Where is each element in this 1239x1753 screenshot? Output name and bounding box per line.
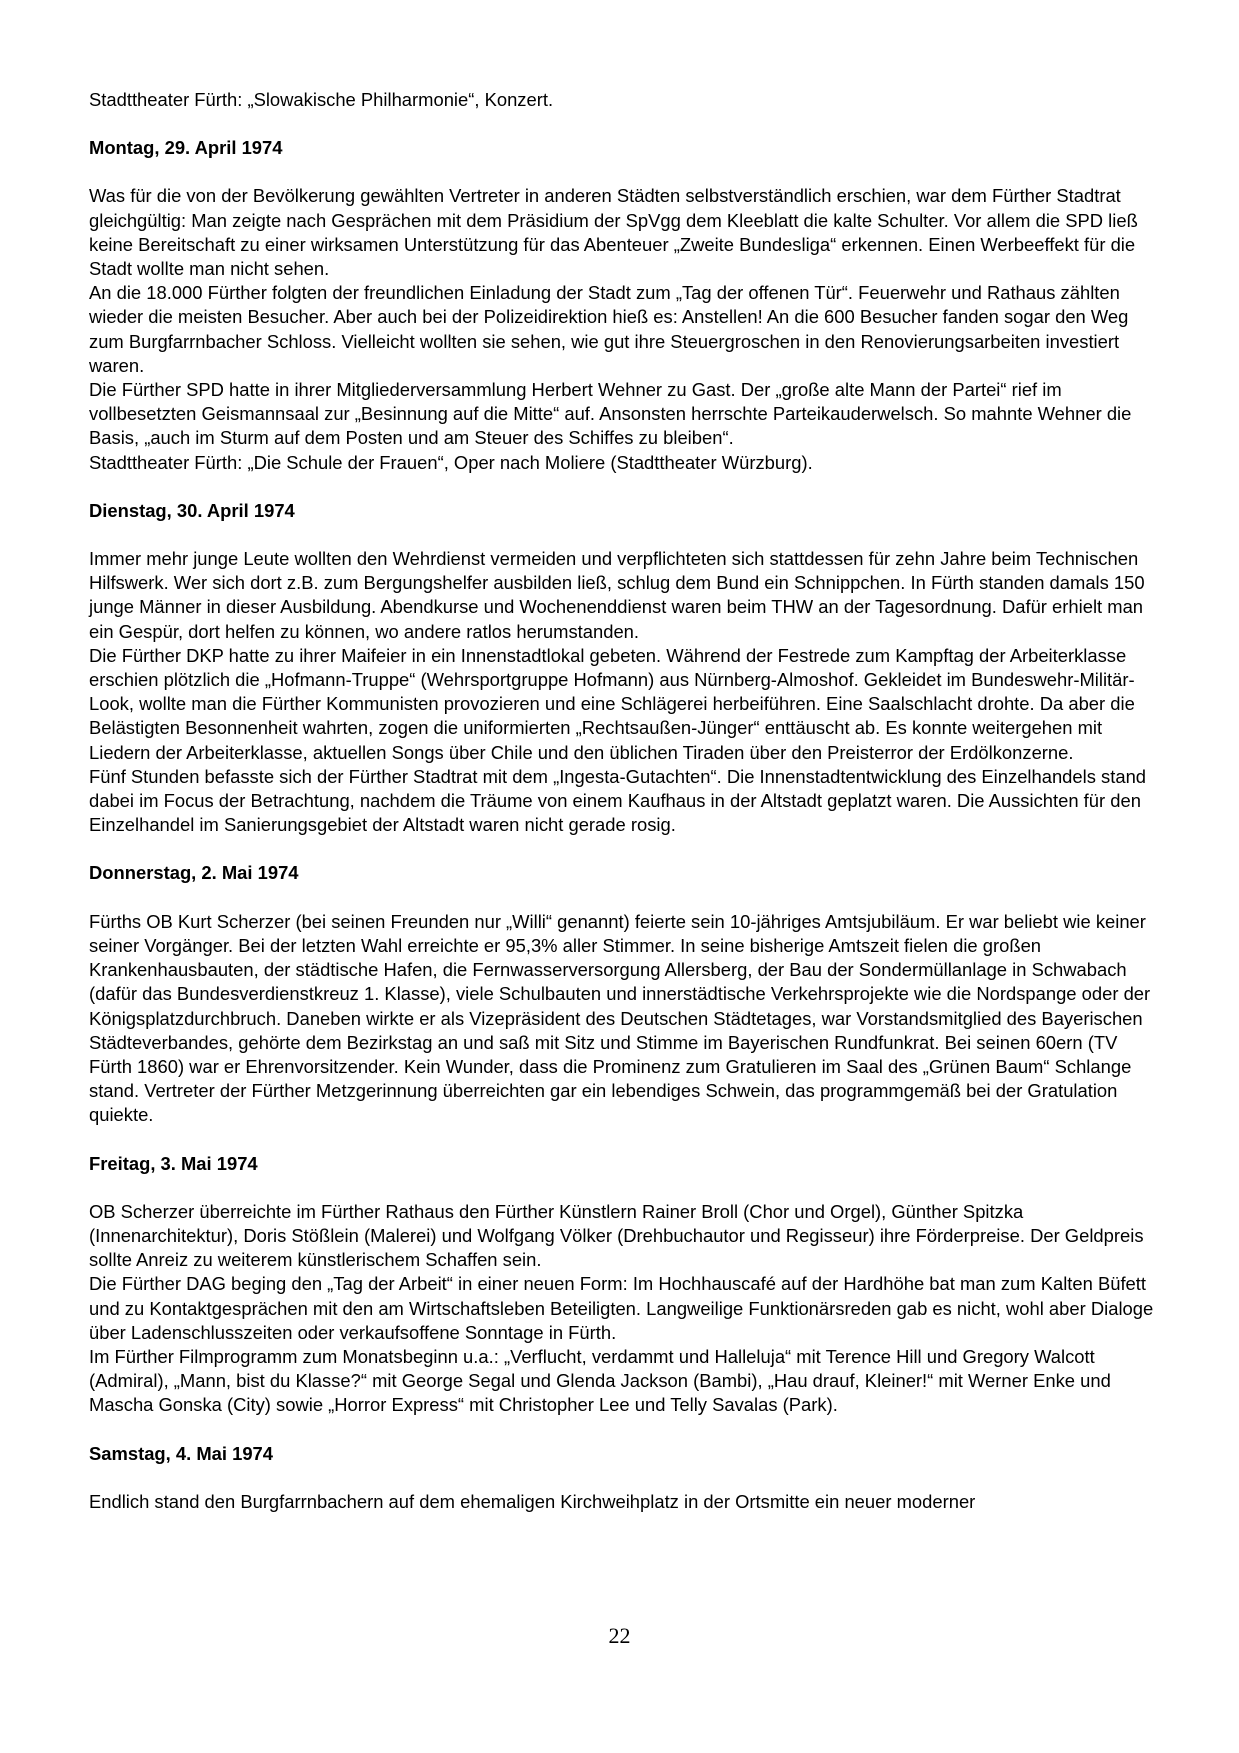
page-number: 22 (608, 1623, 631, 1648)
section-heading: Samstag, 4. Mai 1974 (89, 1442, 274, 1464)
paragraph: Was für die von der Bevölkerung gewählten Vertreter in anderen Städten selbstverständlich erschien, war dem Fürther Stadtrat gleichgültig: Man zeigte nach Gesprächen mit dem Präsidium der SpVgg dem Kleeblatt die kalte Schulter. Vor allem die SPD ließ keine Bereitschaft zu einer wirksamen Unterstützung für das Abenteuer „Zweite Bundesliga“ erkennen. Einen Werbeeffekt für die Stadt wollte man nicht sehen. (89, 185, 1138, 280)
paragraph: OB Scherzer überreichte im Fürther Rathaus den Fürther Künstlern Rainer Broll (Chor und Orgel), Günther Spitzka (Innenarchitektur), Doris Stößlein (Malerei) und Wolfgang Völker (Drehbuchautor und Regisseur) ihre Förderpreise. Der Geldpreis sollte Anreiz zu weiterem künstlerischem Schaffen sein. (89, 1200, 1144, 1271)
section-donnerstag (89, 861, 1159, 1127)
section-freitag (89, 1152, 1159, 1418)
paragraph: Die Fürther SPD hatte in ihrer Mitgliederversammlung Herbert Wehner zu Gast. Der „große alte Mann der Partei“ rief im vollbesetzten Geismannsaal zur „Besinnung auf die Mitte“ auf. Ansonsten herrschte Parteikauderwelsch. So mahnte Wehner die Basis, „auch im Sturm auf dem Posten und am Steuer des Schiffes zu bleiben“. (89, 379, 1132, 449)
paragraph: Fünf Stunden befasste sich der Fürther Stadtrat mit dem „Ingesta-Gutachten“. Die Innenstadtentwicklung des Einzelhandels stand dabei im Focus der Betrachtung, nachdem die Träume von einem Kaufhaus in der Altstadt geplatzt waren. Die Aussichten für den Einzelhandel im Sanierungsgebiet der Altstadt waren nicht gerade rosig. (89, 765, 1147, 836)
paragraph: Die Fürther DAG beging den „Tag der Arbeit“ in einer neuen Form: Im Hochhauscafé auf der Hardhöhe bat man zum Kalten Büfett und zu Kontaktgesprächen mit den am Wirtschaftsleben Beteiligten. Langweilige Funktionärsreden gab es nicht, wohl aber Dialoge über Ladenschlusszeiten oder verkaufsoffene Sonntage in Fürth. (89, 1273, 1154, 1343)
section-heading: Donnerstag, 2. Mai 1974 (89, 862, 299, 884)
paragraph: Fürths OB Kurt Scherzer (bei seinen Freunden nur „Willi“ genannt) feierte sein 10-jähriges Amtsjubiläum. Er war beliebt wie keiner seiner Vorgänger. Bei der letzten Wahl erreichte er 95,3% aller Stimmer. In seine bisherige Amtszeit fielen die großen Krankenhausbauten, der städtische Hafen, die Fernwasserversorgung Allersberg, der Bau der Sondermüllanlage in Schwabach (dafür das Bundesverdienstkreuz 1. Klasse), viele Schulbauten und innerstädtische Verkehrsprojekte wie die Nordspange oder der Königsplatzdurchbruch. Daneben wirkte er als Vizepräsident des Deutschen Städtetages, war Vorstandsmitglied des Bayerischen Städteverbandes, gehörte dem Bezirkstag an und saß mit Sitz und Stimme im Bayerischen Rundfunkrat. Bei seinen 60ern (TV Fürth 1860) war er Ehrenvorsitzender. Kein Wunder, dass die Prominenz zum Gratulieren im Saal des „Grünen Baum“ Schlange stand. Vertreter der Fürther Metzgerinnung überreichten gar ein lebendiges Schwein, das programmgemäß bei der Gratulation quiekte. (89, 910, 1151, 1126)
page-content (89, 88, 1159, 1514)
paragraph: Die Fürther DKP hatte zu ihrer Maifeier in ein Innenstadtlokal gebeten. Während der Festrede zum Kampftag der Arbeiterklasse erschien plötzlich die „Hofmann-Truppe“ (Wehrsportgruppe Hofmann) aus Nürnberg-Almoshof. Gekleidet im Bundeswehr-Militär-Look, wollte man die Fürther Kommunisten provozieren und eine Schlägerei herbeiführen. Eine Saalschlacht drohte. Da aber die Belästigten Besonnenheit wahrten, zogen die uniformierten „Rechtsaußen-Jünger“ enttäuscht ab. Es konnte weitergehen mit Liedern der Arbeiterklasse, aktuellen Songs über Chile und den üblichen Tiraden über den Preisterror der Erdölkonzerne. (89, 644, 1135, 763)
section-dienstag (89, 499, 1159, 838)
intro-line: Stadttheater Fürth: „Slowakische Philharmonie“, Konzert. (89, 89, 554, 110)
section-heading: Montag, 29. April 1974 (89, 137, 283, 159)
paragraph: Stadttheater Fürth: „Die Schule der Frauen“, Oper nach Moliere (Stadttheater Würzburg). (89, 451, 813, 473)
section-heading: Dienstag, 30. April 1974 (89, 499, 295, 521)
section-samstag (89, 1442, 1159, 1514)
section-heading: Freitag, 3. Mai 1974 (89, 1152, 258, 1174)
paragraph: An die 18.000 Fürther folgten der freundlichen Einladung der Stadt zum „Tag der offenen Tür“. Feuerwehr und Rathaus zählten wieder die meisten Besucher. Aber auch bei der Polizeidirektion hieß es: Anstellen! An die 600 Besucher fanden sogar den Weg zum Burgfarrnbacher Schloss. Vielleicht wollten sie sehen, wie gut ihre Steuergroschen in den Renovierungsarbeiten investiert waren. (89, 282, 1129, 376)
paragraph: Immer mehr junge Leute wollten den Wehrdienst vermeiden und verpflichteten sich stattdessen für zehn Jahre beim Technischen Hilfswerk. Wer sich dort z.B. zum Bergungshelfer ausbilden ließ, schlug dem Bund ein Schnippchen. In Fürth standen damals 150 junge Männer in dieser Ausbildung. Abendkurse und Wochenenddienst waren beim THW an der Tagesordnung. Dafür erhielt man ein Gespür, dort helfen zu können, wo andere ratlos herumstanden. (89, 548, 1145, 642)
section-montag (89, 136, 1159, 475)
paragraph: Endlich stand den Burgfarrnbachern auf dem ehemaligen Kirchweihplatz in der Ortsmitte ein neuer moderner (89, 1490, 976, 1512)
paragraph: Im Fürther Filmprogramm zum Monatsbeginn u.a.: „Verflucht, verdammt und Halleluja“ mit Terence Hill und Gregory Walcott (Admiral), „Mann, bist du Klasse?“ mit George Segal und Glenda Jackson (Bambi), „Hau drauf, Kleiner!“ mit Werner Enke und Mascha Gonska (City) sowie „Horror Express“ mit Christopher Lee und Telly Savalas (Park). (89, 1345, 1111, 1416)
